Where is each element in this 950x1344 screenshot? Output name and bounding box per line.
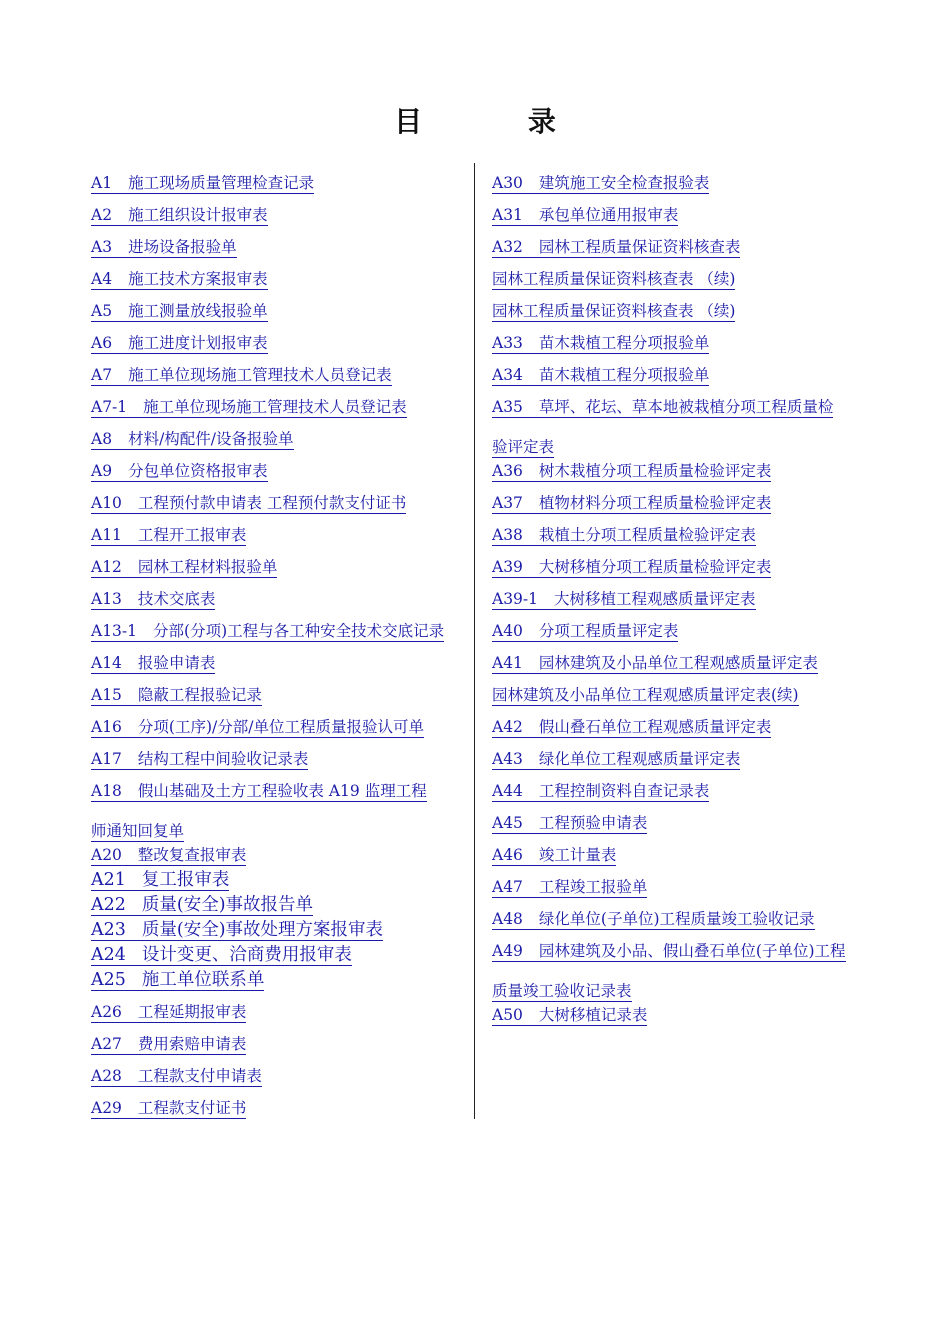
toc-entry-title: 大树移植工程观感质量评定表 [554, 590, 756, 608]
toc-entry-code: A20 [91, 846, 122, 864]
toc-entry-code: A47 [492, 878, 523, 896]
toc-entry-title-continued: 质量竣工验收记录表 [492, 982, 632, 1000]
toc-entry[interactable] [91, 867, 229, 893]
toc-entry-code: A7 [91, 366, 113, 384]
toc-entry-title: 承包单位通用报审表 [538, 206, 679, 224]
toc-entry[interactable] [91, 330, 268, 356]
toc-entry-title: 工程款支付申请表 [137, 1067, 262, 1085]
toc-entry[interactable] [91, 490, 406, 516]
toc-entry-code: A40 [492, 622, 523, 640]
toc-entry-code: A13-1 [91, 622, 138, 640]
toc-entry-title: 质量(安全)事故报告单 [141, 895, 314, 915]
toc-entry[interactable] [91, 682, 262, 708]
toc-entry[interactable] [91, 202, 268, 228]
toc-entry-code: A49 [492, 942, 523, 960]
toc-entry[interactable] [91, 522, 246, 548]
toc-entry[interactable] [91, 999, 246, 1025]
toc-entry[interactable] [91, 1095, 246, 1121]
toc-entry-title: 园林工程材料报验单 [137, 558, 278, 576]
toc-entry-title: 工程开工报审表 [137, 526, 247, 544]
toc-entry-code: A26 [91, 1003, 122, 1021]
toc-entry-code: A38 [492, 526, 523, 544]
toc-entry-title: 施工单位联系单 [141, 970, 265, 990]
toc-entry[interactable] [492, 938, 846, 1004]
toc-entry-title: 建筑施工安全检查报验表 [538, 174, 710, 192]
toc-entry[interactable] [492, 618, 678, 644]
column-divider [474, 163, 475, 1119]
toc-entry-code: A13 [91, 590, 122, 608]
toc-entry[interactable] [492, 266, 735, 292]
toc-entry[interactable] [492, 682, 799, 708]
toc-entry-title: 分部(分项)工程与各工种安全技术交底记录 [153, 622, 445, 640]
toc-entry[interactable] [492, 330, 709, 356]
toc-entry-title: 整改复查报审表 [137, 846, 247, 864]
toc-entry-code: A7-1 [91, 398, 128, 416]
toc-entry-code: A48 [492, 910, 523, 928]
toc-entry[interactable] [492, 586, 756, 612]
toc-entry-title: 结构工程中间验收记录表 [137, 750, 309, 768]
toc-entry-code: A4 [91, 270, 113, 288]
toc-entry[interactable] [91, 618, 444, 644]
toc-entry-title: 绿化单位(子单位)工程质量竣工验收记录 [538, 910, 815, 928]
toc-entry-title: 园林建筑及小品单位工程观感质量评定表 [538, 654, 818, 672]
toc-entry-title: 草坪、花坛、草本地被栽植分项工程质量检 [538, 398, 834, 416]
toc-entry-title: 工程款支付证书 [137, 1099, 247, 1117]
toc-entry[interactable] [91, 1031, 246, 1057]
toc-entry-code: A34 [492, 366, 523, 384]
toc-entry-title: 大树移植记录表 [538, 1006, 648, 1024]
toc-entry-code: A33 [492, 334, 523, 352]
toc-entry-code: A5 [91, 302, 113, 320]
toc-entry[interactable] [492, 1002, 647, 1028]
toc-entry-code: A28 [91, 1067, 122, 1085]
toc-entry[interactable] [91, 234, 237, 260]
toc-entry[interactable] [91, 714, 424, 740]
toc-entry[interactable] [492, 394, 833, 460]
toc-entry-code: A2 [91, 206, 113, 224]
toc-entry[interactable] [492, 554, 771, 580]
toc-entry-code: A50 [492, 1006, 523, 1024]
toc-entry[interactable] [492, 842, 616, 868]
toc-entry[interactable] [91, 746, 308, 772]
toc-entry-code: A43 [492, 750, 523, 768]
toc-entry[interactable] [492, 458, 771, 484]
toc-entry-code: A17 [91, 750, 122, 768]
toc-entry-title: 材料/构配件/设备报验单 [128, 430, 294, 448]
toc-entry-code: A30 [492, 174, 523, 192]
toc-entry-code: A35 [492, 398, 523, 416]
toc-entry[interactable] [492, 170, 709, 196]
toc-entry[interactable] [91, 170, 314, 196]
toc-entry-code: A14 [91, 654, 122, 672]
toc-entry-title: 园林工程质量保证资料核查表 （续) [492, 270, 736, 288]
toc-entry[interactable] [91, 1063, 262, 1089]
toc-entry-title: 假山基础及土方工程验收表 A19 监理工程 [137, 782, 427, 800]
toc-entry[interactable] [91, 586, 215, 612]
toc-entry-title: 工程控制资料自查记录表 [538, 782, 710, 800]
toc-entry-title: 分项(工序)/分部/单位工程质量报验认可单 [137, 718, 424, 736]
toc-entry-code: A18 [91, 782, 122, 800]
toc-entry-code: A6 [91, 334, 113, 352]
toc-entry-title: 施工组织设计报审表 [128, 206, 268, 224]
toc-entry-code: A41 [492, 654, 523, 672]
toc-entry[interactable] [492, 298, 735, 324]
toc-entry[interactable] [91, 967, 264, 993]
toc-entry-title: 绿化单位工程观感质量评定表 [538, 750, 741, 768]
toc-entry-code: A45 [492, 814, 523, 832]
toc-entry-code: A16 [91, 718, 122, 736]
toc-entry-code: A37 [492, 494, 523, 512]
toc-entry-title: 苗木栽植工程分项报验单 [538, 334, 710, 352]
toc-entry-title: 施工单位现场施工管理技术人员登记表 [143, 398, 407, 416]
toc-entry[interactable] [492, 650, 818, 676]
toc-entry-title: 进场设备报验单 [128, 238, 237, 256]
toc-entry[interactable] [492, 874, 647, 900]
toc-entry-title: 园林建筑及小品、假山叠石单位(子单位)工程 [538, 942, 846, 960]
toc-entry-code: A25 [91, 970, 126, 990]
toc-entry-title: 园林工程质量保证资料核查表 [538, 238, 741, 256]
toc-entry-title: 树木栽植分项工程质量检验评定表 [538, 462, 772, 480]
toc-entry[interactable] [91, 650, 215, 676]
toc-entry-code: A22 [91, 895, 126, 915]
toc-entry-title: 隐蔽工程报验记录 [137, 686, 262, 704]
toc-entry-code: A31 [492, 206, 523, 224]
toc-entry-title: 施工技术方案报审表 [128, 270, 268, 288]
toc-entry[interactable] [492, 746, 740, 772]
toc-entry[interactable] [492, 810, 647, 836]
toc-entry-code: A12 [91, 558, 122, 576]
toc-entry-code: A9 [91, 462, 113, 480]
toc-entry-title: 工程竣工报验单 [538, 878, 648, 896]
toc-entry-code: A42 [492, 718, 523, 736]
toc-entry-code: A15 [91, 686, 122, 704]
toc-entry-title: 费用索赔申请表 [137, 1035, 247, 1053]
toc-entry[interactable] [91, 554, 277, 580]
toc-entry[interactable] [492, 522, 756, 548]
page-title: 目 录 [394, 105, 604, 138]
toc-entry-title: 植物材料分项工程质量检验评定表 [538, 494, 772, 512]
toc-entry-code: A39-1 [492, 590, 539, 608]
toc-entry[interactable] [492, 778, 709, 804]
toc-entry-title: 栽植土分项工程质量检验评定表 [538, 526, 756, 544]
toc-entry-title: 施工测量放线报验单 [128, 302, 268, 320]
toc-entry-title: 园林工程质量保证资料核查表 （续) [492, 302, 736, 320]
toc-entry-title: 工程延期报审表 [137, 1003, 247, 1021]
toc-entry[interactable] [492, 490, 771, 516]
toc-entry-code: A32 [492, 238, 523, 256]
toc-entry[interactable] [91, 426, 294, 452]
toc-entry[interactable] [91, 458, 268, 484]
toc-entry-title-continued: 验评定表 [492, 438, 555, 456]
toc-entry[interactable] [91, 942, 352, 968]
toc-entry-title-continued: 师通知回复单 [91, 822, 185, 840]
toc-entry-code: A21 [91, 870, 126, 890]
toc-entry[interactable] [492, 714, 771, 740]
toc-entry[interactable] [91, 842, 246, 868]
toc-entry[interactable] [91, 266, 268, 292]
toc-entry-title: 施工单位现场施工管理技术人员登记表 [128, 366, 392, 384]
toc-entry-title: 苗木栽植工程分项报验单 [538, 366, 710, 384]
toc-entry-code: A11 [91, 526, 122, 544]
toc-entry[interactable] [91, 917, 383, 943]
toc-entry-code: A23 [91, 920, 126, 940]
toc-entry-code: A10 [91, 494, 122, 512]
toc-entry-title: 分包单位资格报审表 [128, 462, 268, 480]
toc-entry-title: 技术交底表 [137, 590, 216, 608]
toc-entry[interactable] [91, 298, 268, 324]
toc-entry-code: A36 [492, 462, 523, 480]
toc-entry[interactable] [492, 202, 678, 228]
toc-entry[interactable] [91, 394, 407, 420]
toc-entry[interactable] [91, 778, 427, 844]
toc-entry[interactable] [492, 362, 709, 388]
toc-entry-title: 大树移植分项工程质量检验评定表 [538, 558, 772, 576]
toc-entry-title: 复工报审表 [141, 870, 230, 890]
toc-entry-code: A29 [91, 1099, 122, 1117]
toc-entry-code: A44 [492, 782, 523, 800]
toc-entry-title: 质量(安全)事故处理方案报审表 [141, 920, 384, 940]
toc-entry-title: 假山叠石单位工程观感质量评定表 [538, 718, 772, 736]
toc-entry-title: 设计变更、洽商费用报审表 [141, 945, 352, 965]
toc-entry-title: 园林建筑及小品单位工程观感质量评定表(续) [492, 686, 799, 704]
toc-entry-title: 工程预验申请表 [538, 814, 648, 832]
toc-entry-code: A1 [91, 174, 113, 192]
toc-entry[interactable] [91, 362, 392, 388]
toc-entry-title: 报验申请表 [137, 654, 216, 672]
toc-entry-code: A27 [91, 1035, 122, 1053]
toc-entry-code: A46 [492, 846, 523, 864]
toc-entry[interactable] [492, 906, 815, 932]
toc-entry-code: A39 [492, 558, 523, 576]
toc-entry[interactable] [492, 234, 740, 260]
toc-entry-title: 分项工程质量评定表 [538, 622, 679, 640]
toc-entry-title: 工程预付款申请表 工程预付款支付证书 [137, 494, 407, 512]
toc-entry-title: 施工现场质量管理检查记录 [128, 174, 315, 192]
toc-entry-code: A3 [91, 238, 113, 256]
toc-entry-code: A8 [91, 430, 113, 448]
toc-entry-code: A24 [91, 945, 126, 965]
toc-entry[interactable] [91, 892, 313, 918]
toc-entry-title: 竣工计量表 [538, 846, 617, 864]
toc-entry-title: 施工进度计划报审表 [128, 334, 268, 352]
